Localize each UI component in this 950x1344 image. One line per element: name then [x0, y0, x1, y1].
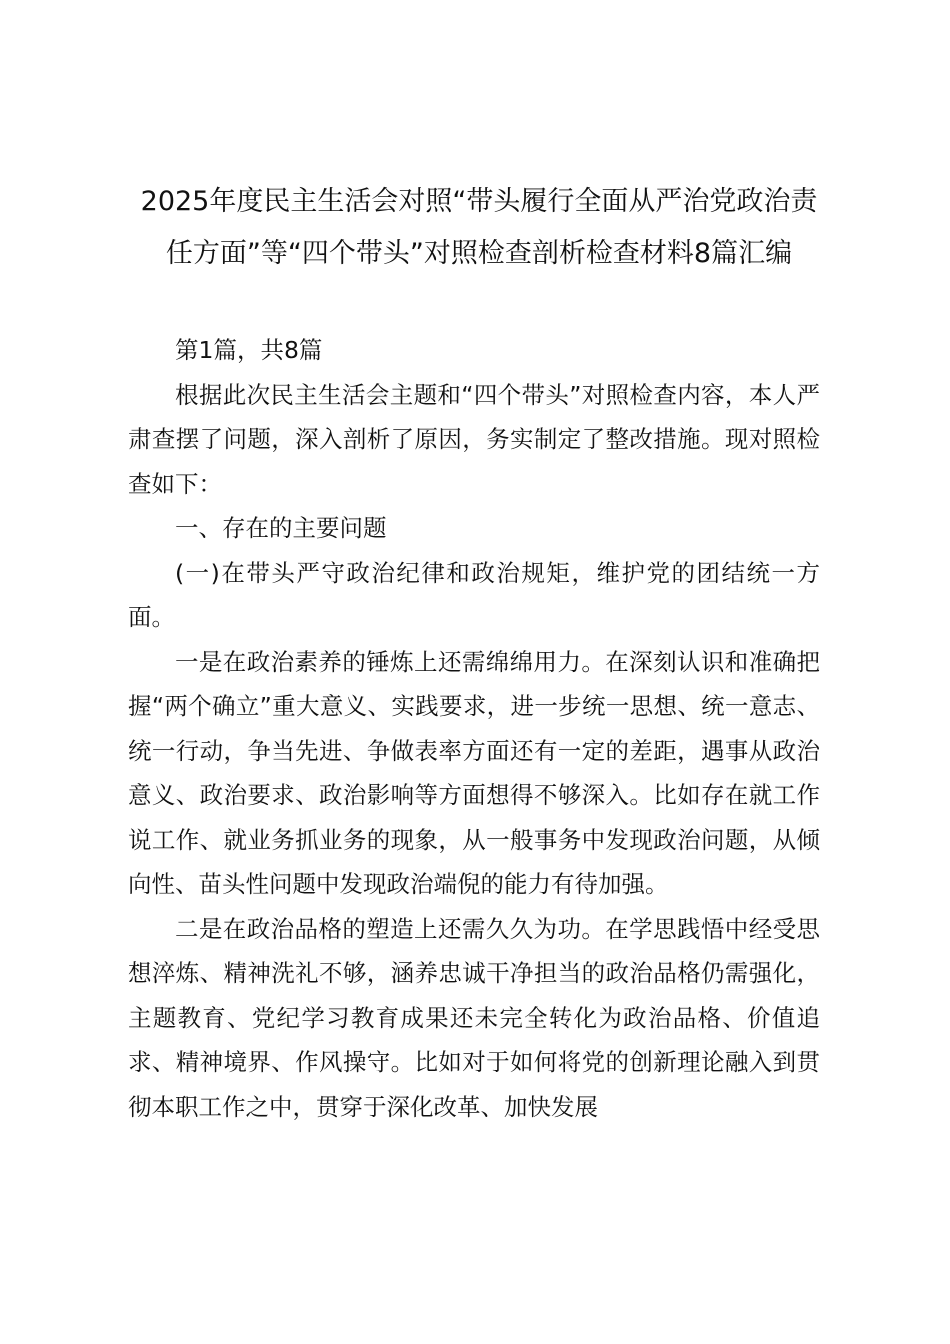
subsection-heading: (一)在带头严守政治纪律和政治规矩，维护党的团结统一方面。 [128, 558, 820, 631]
body-paragraph: 一是在政治素养的锤炼上还需绵绵用力。在深刻认识和准确把握“两个确立”重大意义、实践要求，进一步统一思想、统一意志、统一行动，争当先进、争做表率方面还有一定的差距，遇事从政治意义、政治要求、政治影响等方面想得不够深入。比如存在就工作说工作、就业务抓业务的现象，从一般事务中发现政治问题，从倾向性、苗头性问题中发现政治端倪的能力有待加强。 [128, 647, 820, 898]
part-indicator: 第1篇，共8篇 [175, 336, 323, 364]
document-body [128, 328, 820, 1129]
intro-paragraph: 根据此次民主生活会主题和“四个带头”对照检查内容，本人严肃查摆了问题，深入剖析了原因，务实制定了整改措施。现对照检查如下： [128, 380, 820, 498]
body-paragraph: 二是在政治品格的塑造上还需久久为功。在学思践悟中经受思想淬炼、精神洗礼不够，涵养忠诚干净担当的政治品格仍需强化，主题教育、党纪学习教育成果还未完全转化为政治品格、价值追求、精神境界、作风操守。比如对于如何将党的创新理论融入到贯彻本职工作之中，贯穿于深化改革、加快发展 [128, 914, 820, 1121]
document-title: 2025年度民主生活会对照“带头履行全面从严治党政治责任方面”等“四个带头”对照检查剖析检查材料8篇汇编 [140, 186, 818, 269]
section-heading: 一、存在的主要问题 [175, 514, 387, 542]
